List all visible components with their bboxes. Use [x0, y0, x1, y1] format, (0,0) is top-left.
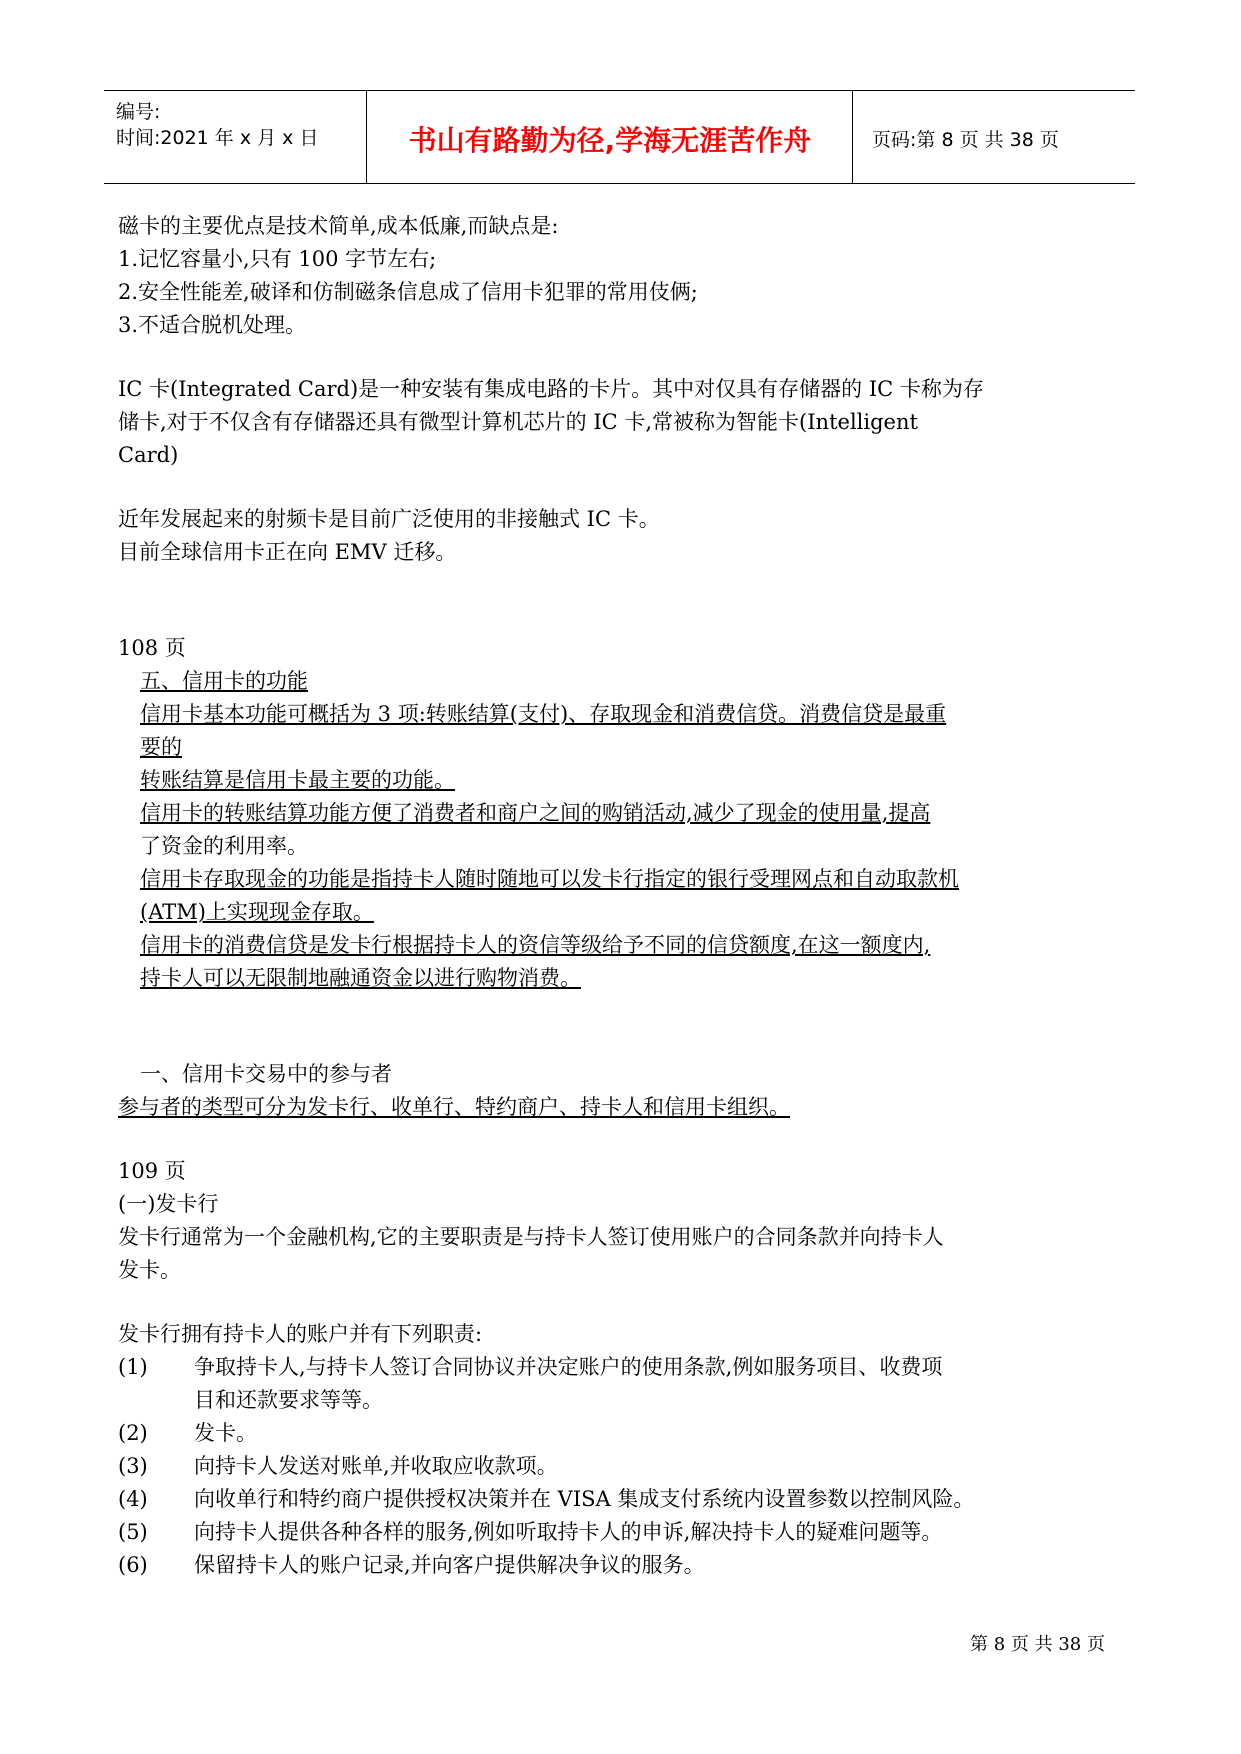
section-five-line-underlined: 信用卡的转账结算功能方便了消费者和商户之间的购销活动,减少了现金的使用量,提高 [140, 801, 931, 825]
header-time-label: 时间:2021 年 x 月 x 日 [116, 127, 319, 149]
section-five-line [140, 799, 930, 827]
duty-number: (6) [118, 1553, 148, 1577]
paragraph-ic-card-line: IC 卡(Integrated Card)是一种安装有集成电路的卡片。其中对仅具有存储器的 IC 卡称为存 [118, 377, 984, 401]
section-five-line: 要的 [140, 735, 182, 759]
paragraph-magnetic-card: 磁卡的主要优点是技术简单,成本低廉,而缺点是: [118, 214, 559, 238]
duty-text: 保留持卡人的账户记录,并向客户提供解决争议的服务。 [194, 1553, 705, 1577]
subsection-issuer-line: 发卡。 [118, 1258, 181, 1282]
page-header [104, 90, 1135, 184]
page-ref-109: 109 页 [118, 1159, 186, 1183]
duty-text: 向持卡人提供各种各样的服务,例如听取持卡人的申诉,解决持卡人的疑难问题等。 [194, 1520, 943, 1544]
header-number-label: 编号: [116, 101, 161, 123]
duty-text: 争取持卡人,与持卡人签订合同协议并决定账户的使用条款,例如服务项目、收费项 [194, 1355, 943, 1379]
duty-text: 向收单行和特约商户提供授权决策并在 VISA 集成支付系统内设置参数以控制风险。 [194, 1487, 975, 1511]
list-item: 1.记忆容量小,只有 100 字节左右; [118, 247, 437, 271]
header-motto: 书山有路勤为径,学海无涯苦作舟 [408, 124, 812, 157]
section-five-line: 了资金的利用率。 [140, 834, 308, 858]
list-item: 3.不适合脱机处理。 [118, 313, 307, 337]
duty-text: 向持卡人发送对账单,并收取应收款项。 [194, 1454, 558, 1478]
duty-text: 发卡。 [194, 1421, 257, 1445]
duty-number: (1) [118, 1355, 148, 1379]
section-one-line: 参与者的类型可分为发卡行、收单行、特约商户、持卡人和信用卡组织。 [118, 1095, 790, 1119]
page-footer: 第 8 页 共 38 页 [970, 1634, 1105, 1655]
subsection-issuer-title: (一)发卡行 [118, 1192, 219, 1216]
header-left-cell [104, 91, 367, 183]
section-five-line: 信用卡基本功能可概括为 3 项:转账结算(支付)、存取现金和消费信贷。消费信贷是最重 [140, 702, 947, 726]
subsection-issuer-line: 发卡行通常为一个金融机构,它的主要职责是与持卡人签订使用账户的合同条款并向持卡人 [118, 1225, 944, 1249]
duty-number: (5) [118, 1520, 148, 1544]
duty-number: (3) [118, 1454, 148, 1478]
section-five-line: (ATM)上实现现金存取。 [140, 900, 374, 924]
section-five-line: 信用卡存取现金的功能是指持卡人随时随地可以发卡行指定的银行受理网点和自动取款机 [140, 867, 959, 891]
header-page-label: 页码:第 8 页 共 38 页 [872, 129, 1059, 151]
duty-text-continued: 目和还款要求等等。 [194, 1388, 383, 1412]
section-five-line: 信用卡的消费信贷是发卡行根据持卡人的资信等级给予不同的信贷额度,在这一额度内, [140, 933, 931, 957]
paragraph-ic-card-line: 储卡,对于不仅含有存储器还具有微型计算机芯片的 IC 卡,常被称为智能卡(Intelligent [118, 410, 918, 434]
duties-intro: 发卡行拥有持卡人的账户并有下列职责: [118, 1322, 483, 1346]
page-ref-108: 108 页 [118, 636, 186, 660]
paragraph-emv: 目前全球信用卡正在向 EMV 迁移。 [118, 540, 457, 564]
paragraph-ic-card-line: Card) [118, 443, 179, 467]
header-right-cell [854, 91, 1135, 183]
section-five-line: 转账结算是信用卡最主要的功能。 [140, 768, 455, 792]
duty-number: (4) [118, 1487, 148, 1511]
duty-number: (2) [118, 1421, 148, 1445]
list-item: 2.安全性能差,破译和仿制磁条信息成了信用卡犯罪的常用伎俩; [118, 280, 698, 304]
header-middle-cell [368, 91, 853, 183]
paragraph-rf-card: 近年发展起来的射频卡是目前广泛使用的非接触式 IC 卡。 [118, 507, 660, 531]
section-five-title: 五、信用卡的功能 [140, 669, 308, 693]
section-five-line: 持卡人可以无限制地融通资金以进行购物消费。 [140, 966, 581, 990]
section-one-title: 一、信用卡交易中的参与者 [140, 1062, 392, 1086]
